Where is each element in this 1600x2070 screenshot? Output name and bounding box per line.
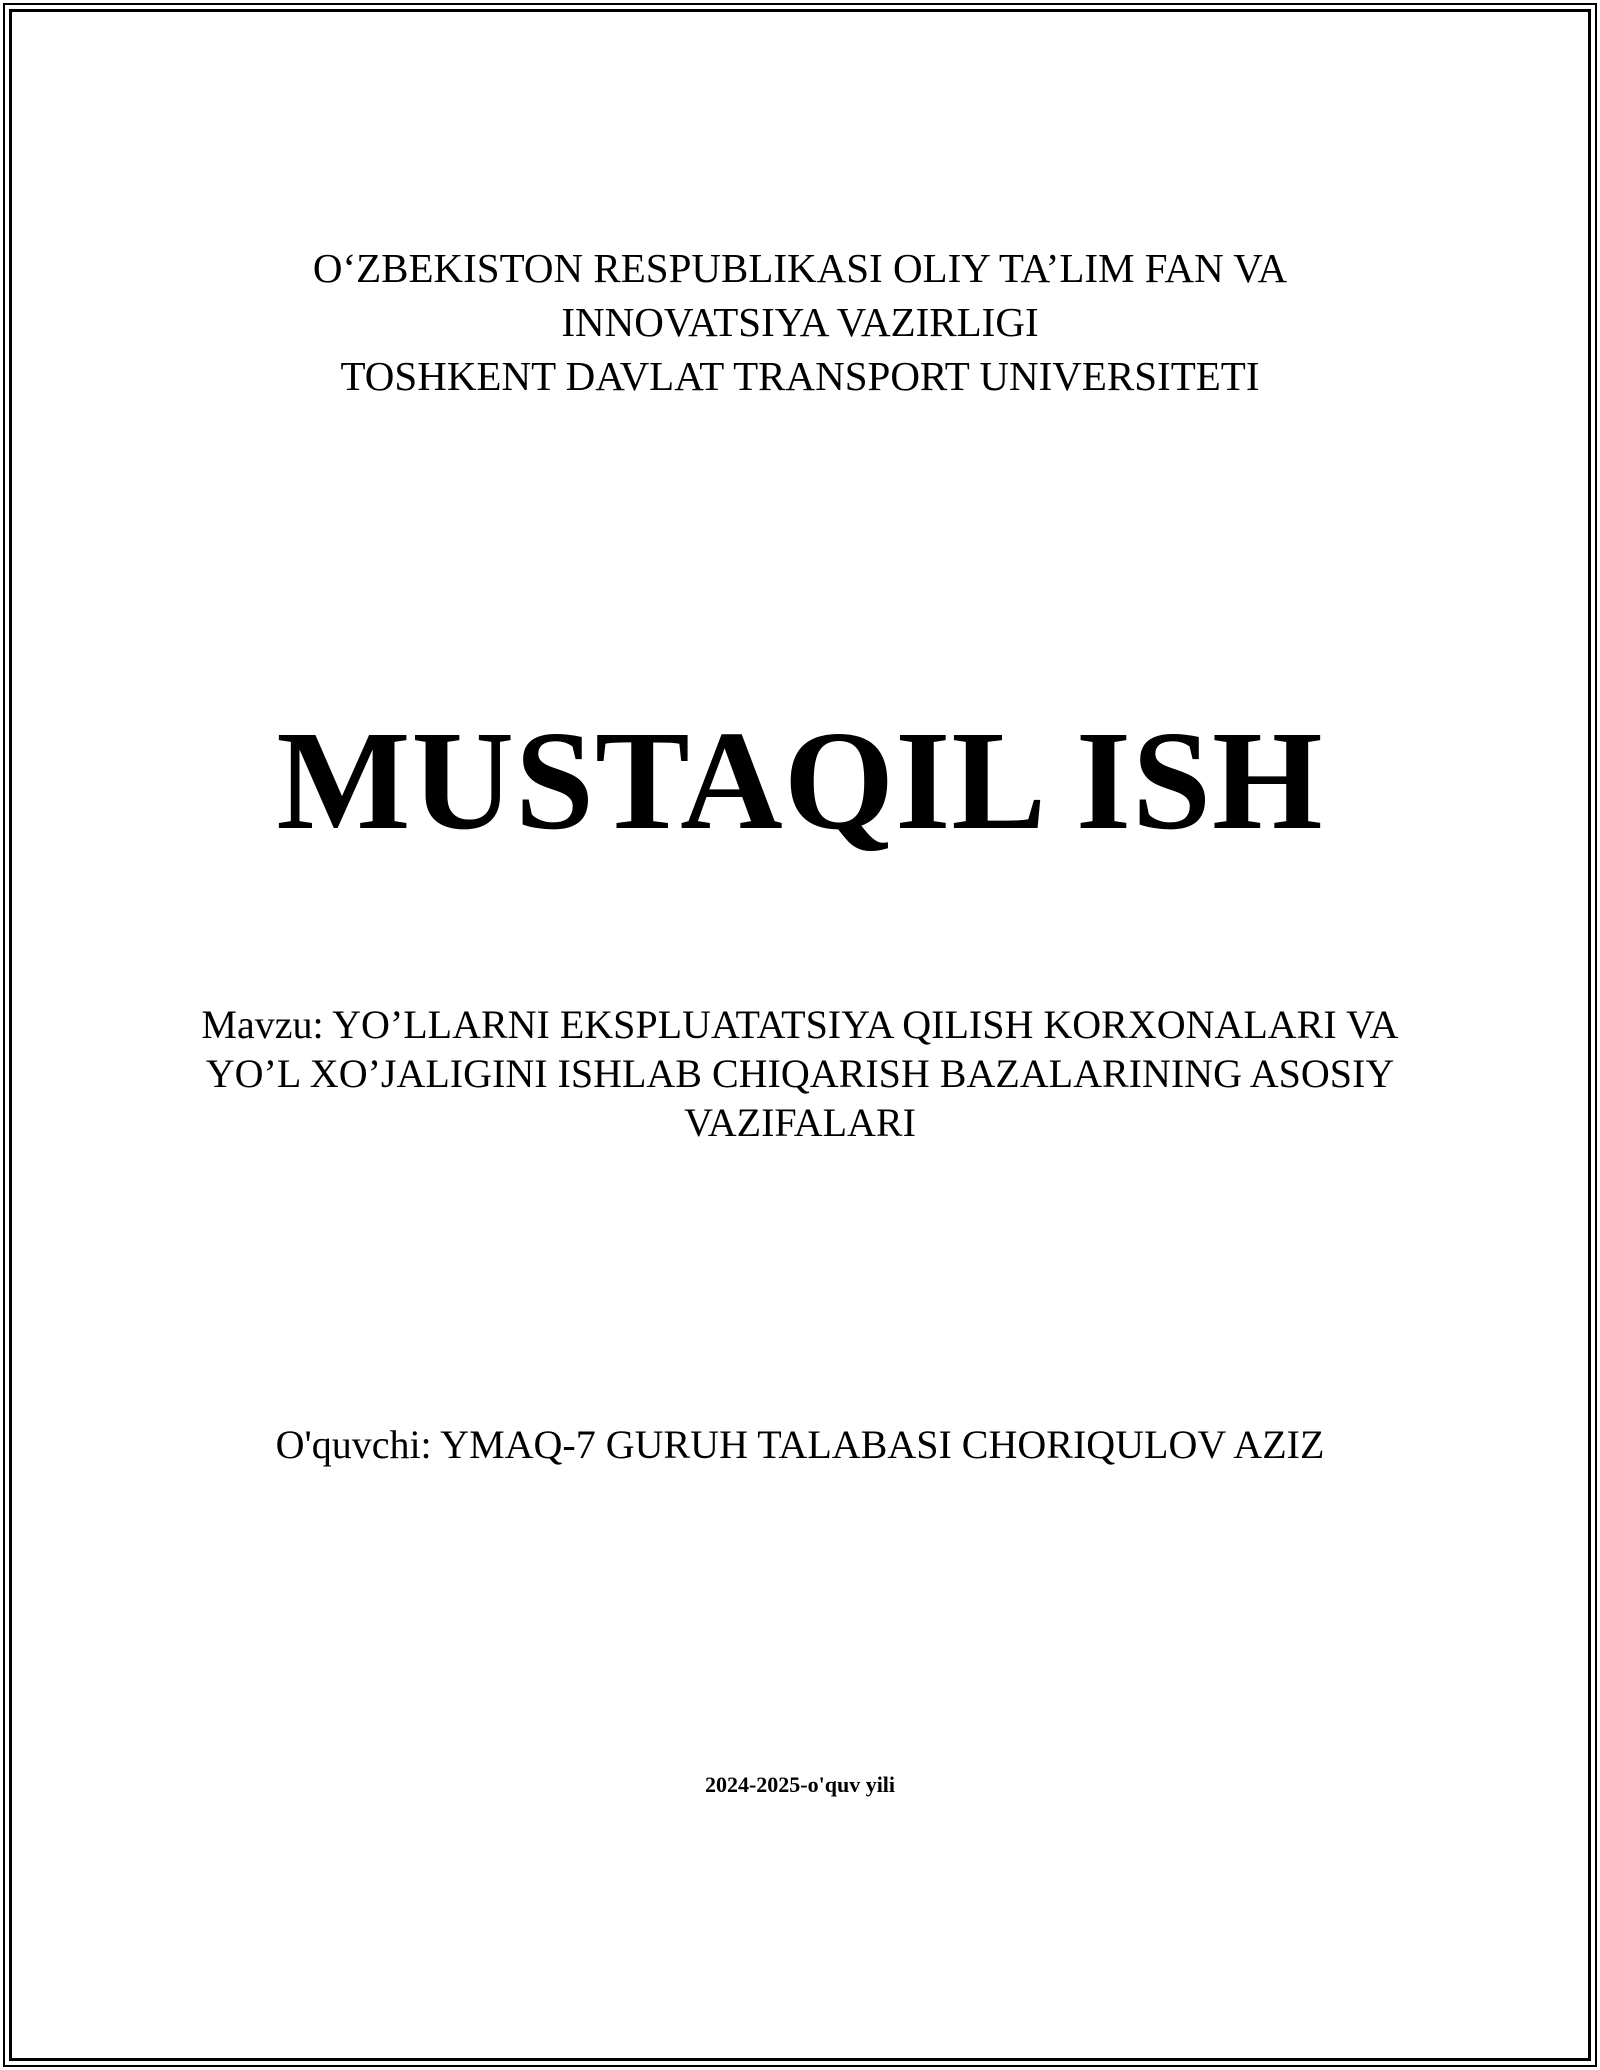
student-line: O'quvchi: YMAQ-7 GURUH TALABASI CHORIQULOV AZIZ [275, 1422, 1325, 1467]
academic-year: 2024-2025-o'quv yili [704, 1772, 896, 1797]
topic-line-2: YO’L XO’JALIGINI ISHLAB CHIQARISH BAZALARINING ASOSIY [205, 1051, 1395, 1096]
ministry-header [80, 241, 1520, 403]
document-title: MUSTAQIL ISH [276, 701, 1324, 859]
ministry-header-line-2: INNOVATSIYA VAZIRLIGI [561, 299, 1039, 345]
topic-block [140, 1000, 1460, 1147]
ministry-header-line-1: O‘ZBEKISTON RESPUBLIKASI OLIY TA’LIM FAN VA [312, 245, 1288, 291]
topic-line-3: VAZIFALARI [684, 1100, 916, 1145]
topic-line-1: Mavzu: YO’LLARNI EKSPLUATATSIYA QILISH KORXONALARI VA [201, 1002, 1399, 1047]
university-name-line: TOSHKENT DAVLAT TRANSPORT UNIVERSITETI [340, 353, 1260, 399]
